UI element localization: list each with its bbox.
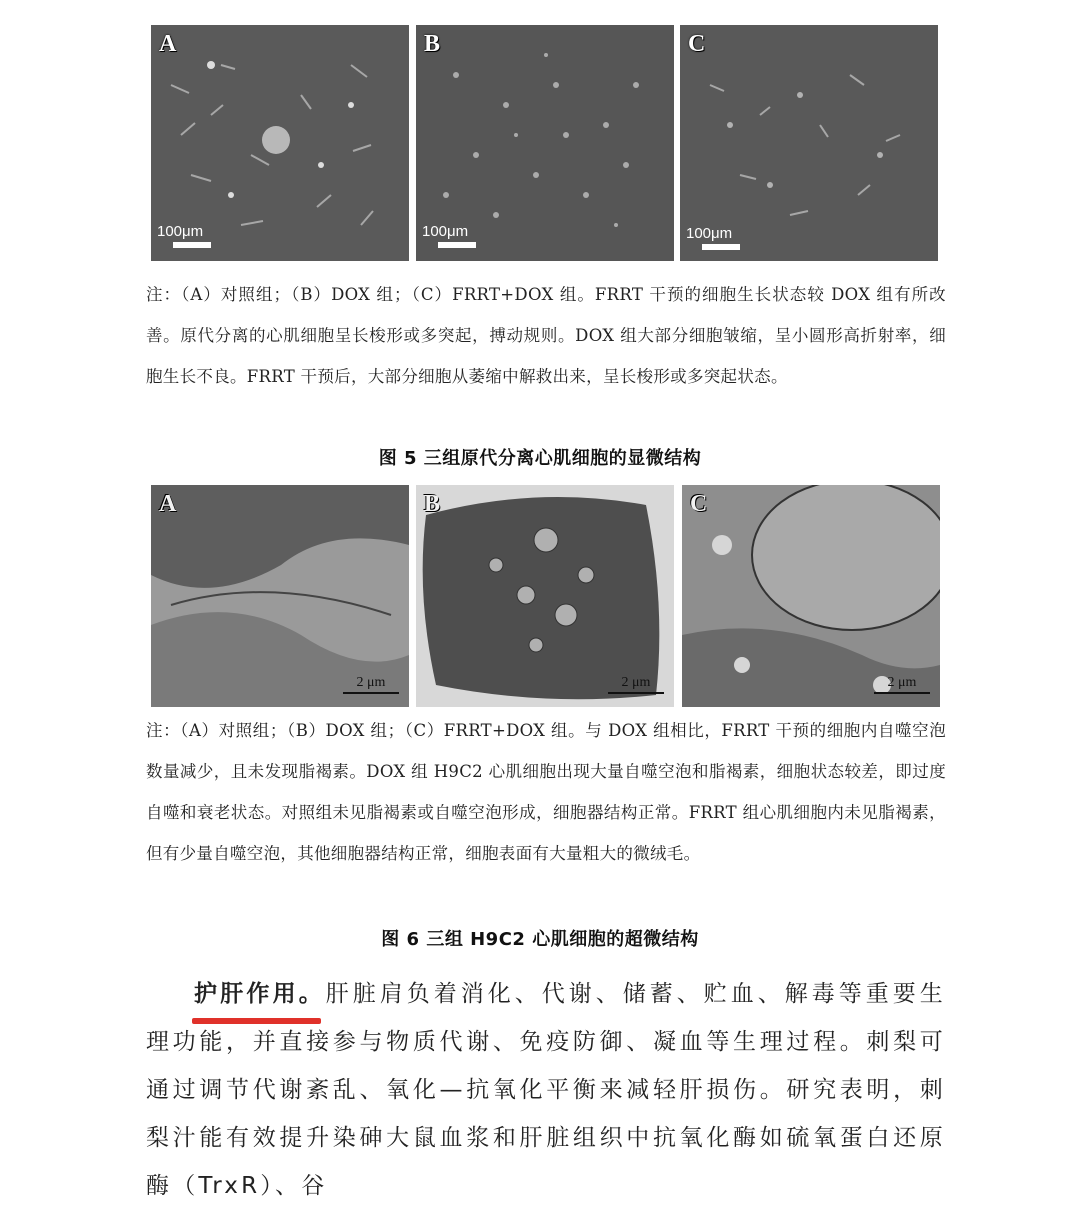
scale-bar bbox=[686, 225, 740, 250]
scale-label: 100μm bbox=[422, 223, 469, 240]
figure5-caption: 图 5 三组原代分离心肌细胞的显微结构 bbox=[378, 448, 702, 469]
figure5-panel-c bbox=[680, 25, 938, 261]
scale-bar bbox=[608, 675, 664, 694]
figure6-caption: 图 6 三组 H9C2 心肌细胞的超微结构 bbox=[381, 929, 699, 950]
panel-label: A bbox=[159, 31, 177, 57]
scale-label: 100μm bbox=[686, 225, 733, 242]
figure6-panel-b bbox=[416, 485, 674, 707]
section-lead bbox=[146, 970, 325, 1018]
scale-bar bbox=[157, 223, 211, 248]
panel-label: B bbox=[424, 31, 441, 57]
em-micrograph-c bbox=[682, 485, 940, 707]
figure6-panel-a bbox=[151, 485, 409, 707]
panel-label: B bbox=[424, 491, 441, 517]
panel-label: A bbox=[159, 491, 177, 517]
figure5-panel-b bbox=[416, 25, 674, 261]
red-underline bbox=[192, 1018, 321, 1024]
figure6-note: 注：（A）对照组；（B）DOX 组；（C）FRRT+DOX 组。与 DOX 组相比，FRRT 干预的细胞内自噬空泡数量减少，且未发现脂褐素。DOX 组 H9C2 心肌细胞出现大量自噬空泡和脂褐素，细胞状态较差，即过度自噬和衰老状态。对照组未见脂褐素或自噬空泡形成，细胞器结构正常。FRRT 组心肌细胞内未见脂褐素，但有少量自噬空泡，其他细胞器结构正常，细胞表面有大量粗大的微绒毛。 bbox=[146, 721, 946, 863]
section-lead-text: 护肝作用。 bbox=[194, 981, 325, 1007]
scale-label: 2 μm bbox=[356, 675, 386, 690]
scale-label: 2 μm bbox=[621, 675, 651, 690]
figure5-panel-a bbox=[151, 25, 409, 261]
scale-bar bbox=[874, 675, 930, 694]
scale-bar bbox=[422, 223, 476, 248]
em-micrograph-b bbox=[416, 485, 674, 707]
body-text: 肝脏肩负着消化、代谢、储蓄、贮血、解毒等重要生理功能，并直接参与物质代谢、免疫防御、凝血等生理过程。刺梨可通过调节代谢紊乱、氧化—抗氧化平衡来减轻肝损伤。研究表明，刺梨汁能有效提升染砷大鼠血浆和肝脏组织中抗氧化酶如硫氧蛋白还原酶（TrxR）、谷 bbox=[146, 981, 946, 1199]
scale-label: 2 μm bbox=[887, 675, 917, 690]
panel-label: C bbox=[688, 31, 706, 57]
figure6-panel-c bbox=[682, 485, 940, 707]
figure5-note: 注：（A）对照组；（B）DOX 组；（C）FRRT+DOX 组。FRRT 干预的细胞生长状态较 DOX 组有所改善。原代分离的心肌细胞呈长梭形或多突起，搏动规则。DOX 组大部分细胞皱缩，呈小圆形高折射率，细胞生长不良。FRRT 干预后，大部分细胞从萎缩中解救出来，呈长梭形或多突起状态。 bbox=[146, 285, 946, 386]
body-paragraph bbox=[146, 970, 946, 1210]
em-micrograph-a bbox=[151, 485, 409, 707]
scale-label: 100μm bbox=[157, 223, 204, 240]
scale-bar bbox=[343, 675, 399, 694]
panel-label: C bbox=[690, 491, 708, 517]
